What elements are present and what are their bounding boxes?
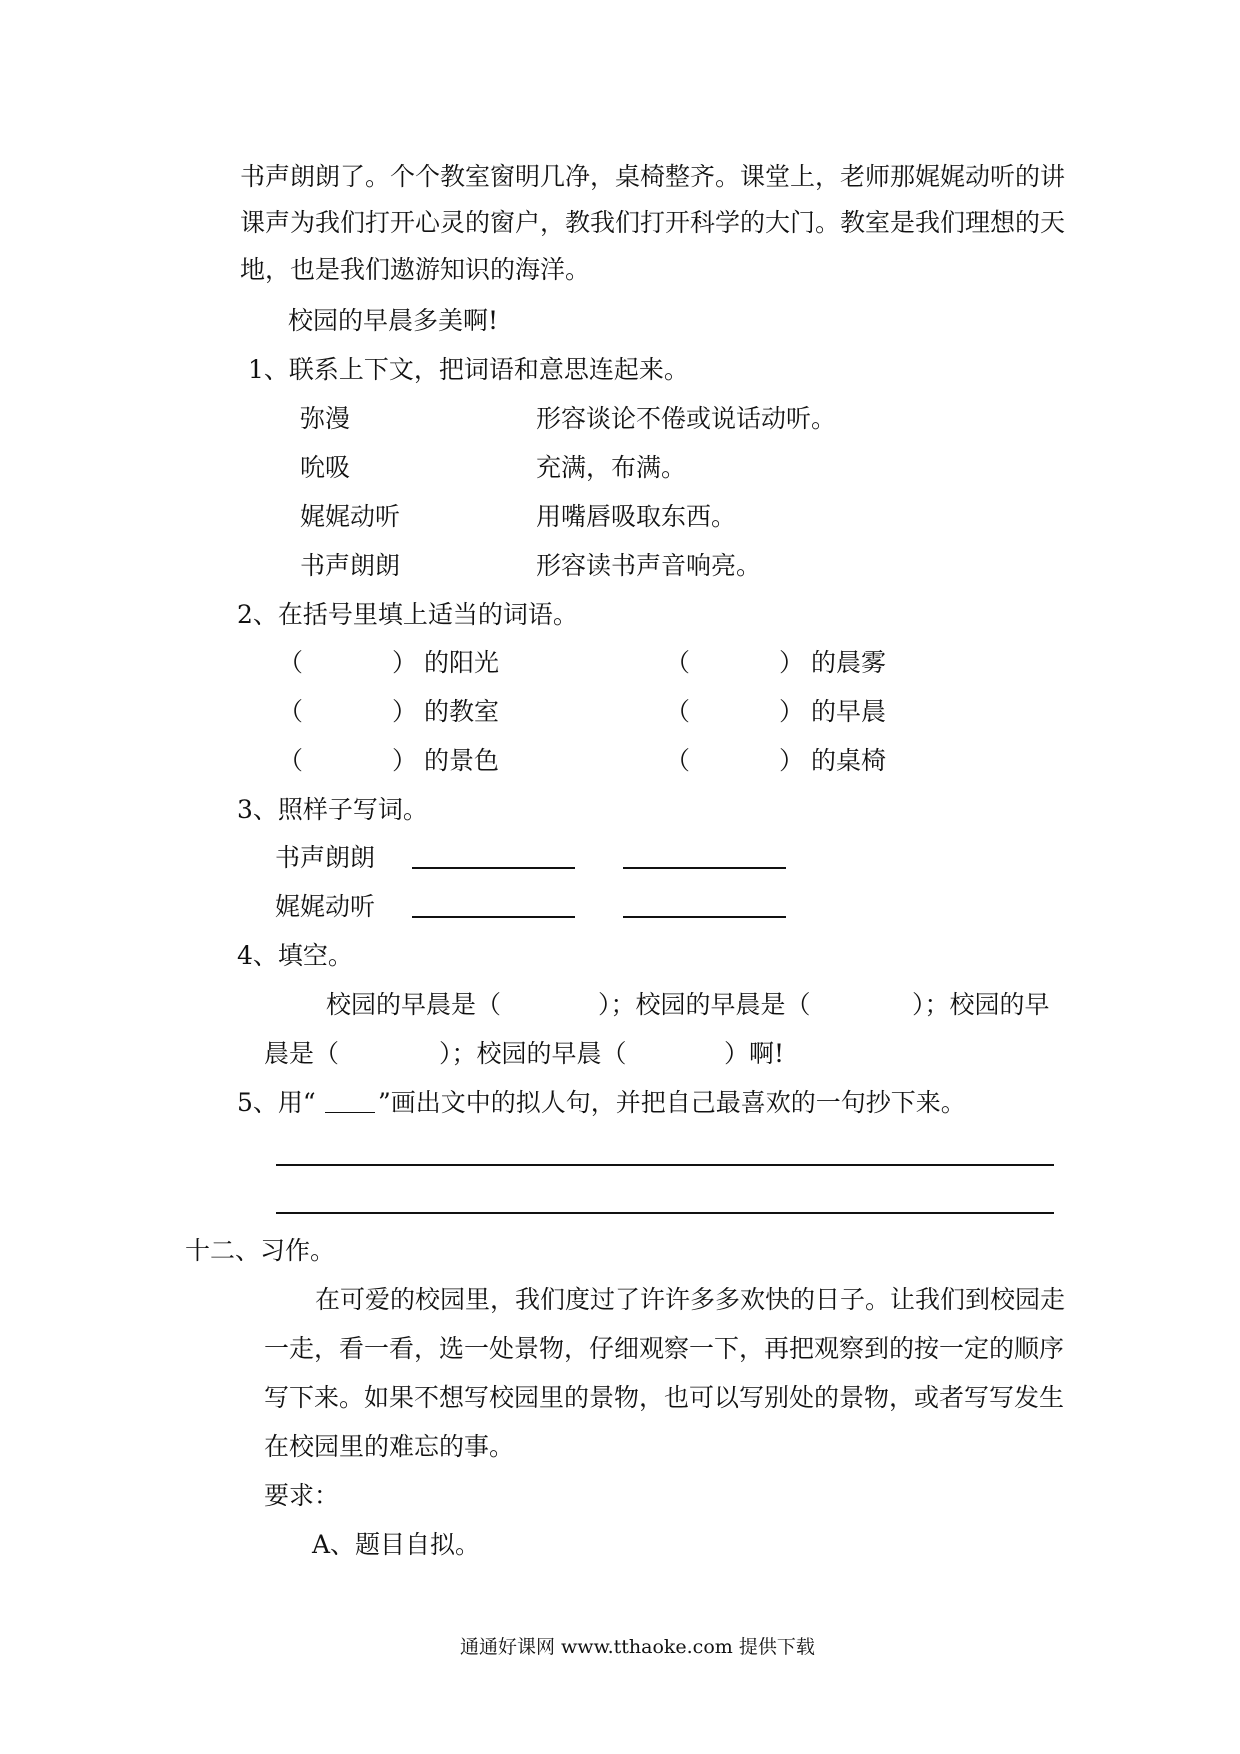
q2-open-paren: （ [278, 648, 304, 677]
q5-answer-line[interactable] [276, 1212, 1054, 1214]
q2-close-paren: ） [779, 648, 805, 677]
q4-title: 4、填空。 [237, 941, 353, 970]
q4-line1-seg: ）；校园的早晨是（ [598, 990, 811, 1019]
q5-underline-sample [325, 1112, 375, 1113]
q2-phrase: 的阳光 [424, 648, 500, 677]
passage-line-3: 地，也是我们遨游知识的海洋。 [240, 255, 591, 284]
q4-line2-seg: ）啊! [724, 1039, 785, 1068]
q4-line1-seg: 校园的早晨是（ [326, 990, 502, 1019]
q2-open-paren: （ [278, 697, 304, 726]
q3-example: 娓娓动听 [275, 892, 376, 921]
section12-body-line: 在校园里的难忘的事。 [264, 1432, 515, 1461]
q2-open-paren: （ [665, 746, 691, 775]
q5-title-post: ”画出文中的拟人句，并把自己最喜欢的一句抄下来。 [378, 1088, 966, 1117]
q2-close-paren: ） [779, 746, 805, 775]
q1-word: 娓娓动听 [300, 502, 401, 531]
q5-answer-line[interactable] [276, 1164, 1054, 1166]
q3-answer-line[interactable] [412, 916, 575, 918]
q1-meaning: 用嘴唇吸取东西。 [536, 502, 737, 531]
q1-meaning: 形容谈论不倦或说话动听。 [536, 404, 837, 433]
q1-title: 1、联系上下文，把词语和意思连起来。 [248, 355, 689, 384]
q4-line1-seg: ）；校园的早 [912, 990, 1050, 1019]
q3-answer-line[interactable] [623, 867, 786, 869]
section12-body-line: 写下来。如果不想写校园里的景物，也可以写别处的景物，或者写写发生 [264, 1383, 1065, 1412]
q2-close-paren: ） [392, 746, 418, 775]
q2-close-paren: ） [392, 648, 418, 677]
q3-answer-line[interactable] [623, 916, 786, 918]
q2-phrase: 的晨雾 [811, 648, 887, 677]
q1-meaning: 形容读书声音响亮。 [536, 551, 762, 580]
section12-title: 十二、习作。 [185, 1236, 336, 1265]
q2-phrase: 的早晨 [811, 697, 887, 726]
q2-open-paren: （ [665, 697, 691, 726]
section12-requirement-a: A、题目自拟。 [312, 1530, 481, 1559]
q2-title: 2、在括号里填上适当的词语。 [237, 600, 578, 629]
page-footer: 通通好课网 www.tthaoke.com 提供下载 [460, 1636, 815, 1658]
q2-phrase: 的桌椅 [811, 746, 887, 775]
q2-phrase: 的景色 [424, 746, 500, 775]
section12-body-line: 在可爱的校园里，我们度过了许许多多欢快的日子。让我们到校园走 [315, 1285, 1066, 1314]
q1-word: 书声朗朗 [300, 551, 401, 580]
q4-line2-seg: ）；校园的早晨（ [439, 1039, 627, 1068]
q2-close-paren: ） [779, 697, 805, 726]
q2-close-paren: ） [392, 697, 418, 726]
q1-word: 弥漫 [300, 404, 351, 433]
q4-line2-seg: 晨是（ [264, 1039, 340, 1068]
q1-word: 吮吸 [300, 453, 351, 482]
q3-answer-line[interactable] [412, 867, 575, 869]
q2-open-paren: （ [278, 746, 304, 775]
q2-open-paren: （ [665, 648, 691, 677]
section12-requirements-label: 要求： [264, 1481, 340, 1510]
passage-line-1: 书声朗朗了。个个教室窗明几净，桌椅整齐。课堂上，老师那娓娓动听的讲 [240, 162, 1066, 191]
passage-line-2: 课声为我们打开心灵的窗户，教我们打开科学的大门。教室是我们理想的天 [240, 208, 1066, 237]
q1-meaning: 充满，布满。 [536, 453, 687, 482]
q3-title: 3、照样子写词。 [237, 795, 428, 824]
passage-closing: 校园的早晨多美啊! [288, 306, 499, 335]
q3-example: 书声朗朗 [275, 843, 376, 872]
q2-phrase: 的教室 [424, 697, 500, 726]
section12-body-line: 一走，看一看，选一处景物，仔细观察一下，再把观察到的按一定的顺序 [264, 1334, 1065, 1363]
q5-title-pre: 5、用“ [237, 1088, 316, 1117]
